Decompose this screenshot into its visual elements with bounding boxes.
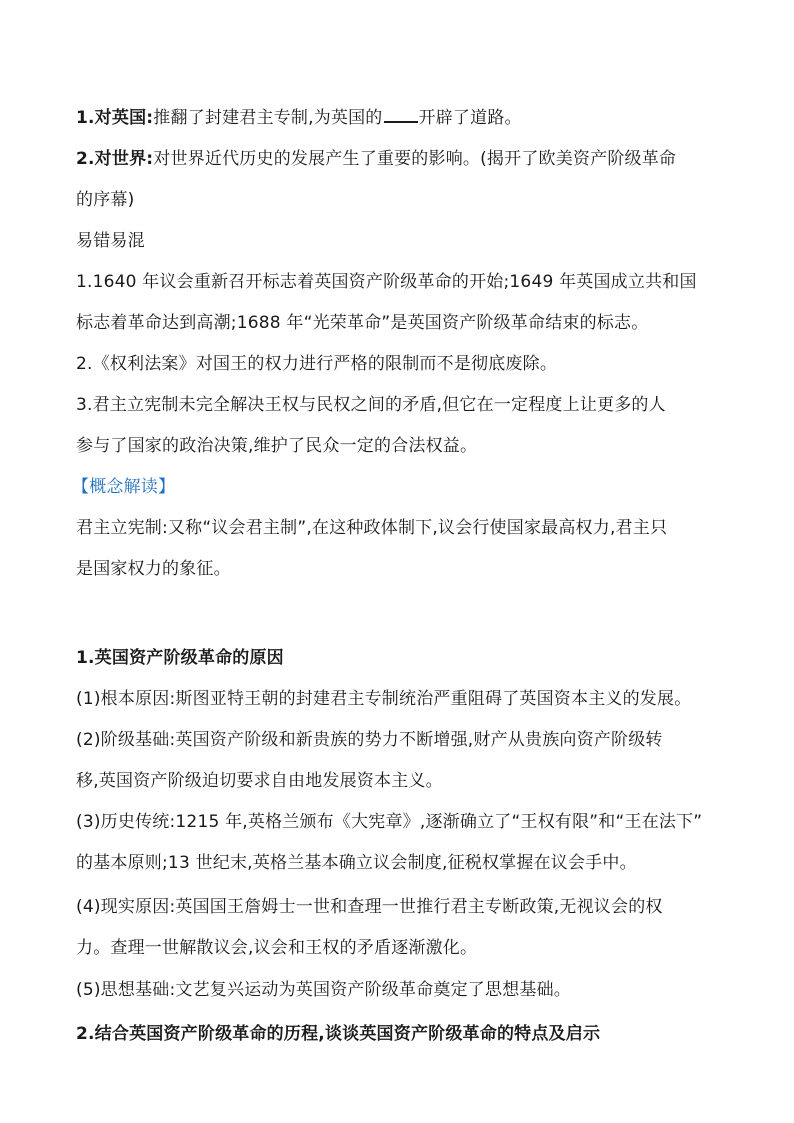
cause-item: 力。查理一世解散议会,议会和王权的矛盾逐渐激化。 bbox=[76, 938, 478, 958]
concept-line: 君主立宪制:又称“议会君主制”,在这种政体制下,议会行使国家最高权力,君主只 bbox=[76, 518, 668, 538]
significance-world-cont: 的序幕) bbox=[76, 190, 135, 210]
confusion-item: 标志着革命达到高潮;1688 年“光荣革命”是英国资产阶级革命结束的标志。 bbox=[76, 313, 649, 333]
causes-heading: 1.英国资产阶级革命的原因 bbox=[76, 648, 284, 668]
england-text-before: 推翻了封建君主专制,为英国的 bbox=[153, 108, 383, 128]
confusion-item: 1.1640 年议会重新召开标志着英国资产阶级革命的开始;1649 年英国成立共和国 bbox=[76, 272, 697, 292]
cause-item: (2)阶级基础:英国资产阶级和新贵族的势力不断增强,财产从贵族向资产阶级转 bbox=[76, 730, 663, 750]
confusion-item: 3.君主立宪制未完全解决王权与民权之间的矛盾,但它在一定程度上让更多的人 bbox=[76, 395, 666, 415]
world-text: 对世界近代历史的发展产生了重要的影响。(揭开了欧美资产阶级革命 bbox=[153, 149, 677, 169]
cause-item: 的基本原则;13 世纪末,英格兰基本确立议会制度,征税权掌握在议会手中。 bbox=[76, 853, 637, 873]
cause-item: (4)现实原因:英国国王詹姆士一世和查理一世推行君主专断政策,无视议会的权 bbox=[76, 897, 663, 917]
significance-england bbox=[76, 106, 522, 130]
world-label: 2.对世界: bbox=[76, 149, 154, 169]
concept-line: 是国家权力的象征。 bbox=[76, 559, 231, 579]
cause-item: (1)根本原因:斯图亚特王朝的封建君主专制统治严重阻碍了英国资本主义的发展。 bbox=[76, 689, 692, 709]
concept-heading: 【概念解读】 bbox=[72, 477, 176, 497]
england-label: 1.对英国: bbox=[76, 108, 154, 128]
cause-item: (3)历史传统:1215 年,英格兰颁布《大宪章》,逐渐确立了“王权有限”和“王在法下” bbox=[76, 812, 703, 832]
confusion-item: 2.《权利法案》对国王的权力进行严格的限制而不是彻底废除。 bbox=[76, 354, 558, 374]
cause-item: (5)思想基础:文艺复兴运动为英国资产阶级革命奠定了思想基础。 bbox=[76, 980, 572, 1000]
confusion-item: 参与了国家的政治决策,维护了民众一定的合法权益。 bbox=[76, 436, 478, 456]
question-heading: 2.结合英国资产阶级革命的历程,谈谈英国资产阶级革命的特点及启示 bbox=[76, 1024, 601, 1044]
confusion-heading: 易错易混 bbox=[76, 231, 145, 251]
fill-in-blank bbox=[384, 106, 418, 123]
cause-item: 移,英国资产阶级迫切要求自由地发展资本主义。 bbox=[76, 771, 443, 791]
significance-world bbox=[76, 147, 676, 171]
england-text-after: 开辟了道路。 bbox=[418, 108, 522, 128]
